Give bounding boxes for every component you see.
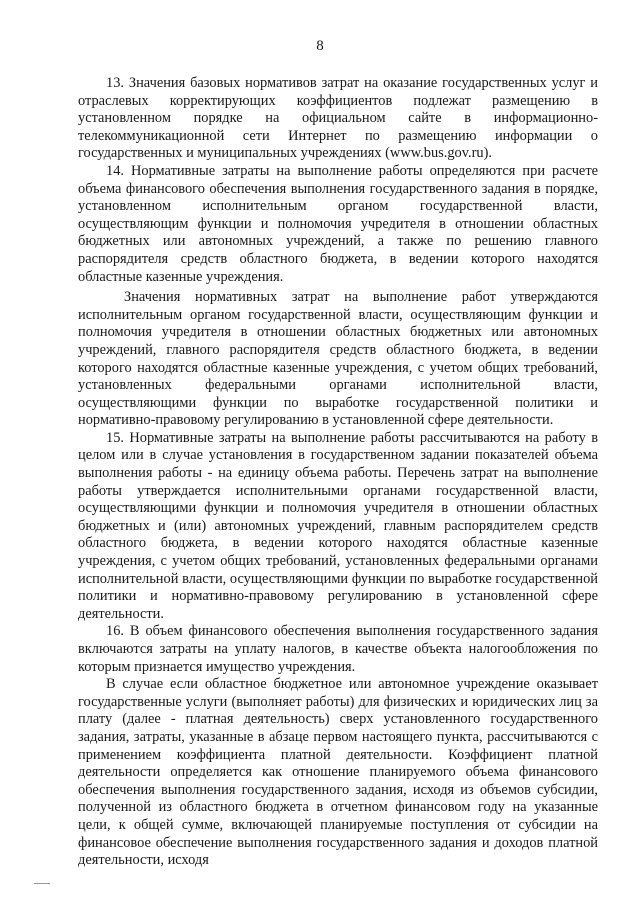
- paragraph-15: 15. Нормативные затраты на выполнение работы рассчитываются на работу в целом или в случае установления в государственном задании показателей объема выполнения работы - на единицу объема работы. Перечень затрат на выполнение работы утверждается исполнительными органами государственной власти, осуществляющими функции и полномочия учредителя в отношении областных бюджетных и (или) автономных учреждений, главным распорядителем средств областного бюджета, в ведении которого находятся областные казенные учреждения, с учетом общих требований, установленных федеральными органами исполнительной власти, осуществляющими функции по выработке государственной политики и нормативно-правовому регулированию в установленной сфере деятельности.: [78, 429, 598, 622]
- paragraph-13: 13. Значения базовых нормативов затрат на оказание государственных услуг и отраслевых корректирующих коэффициентов подлежат размещению в установленном порядке на официальном сайте в информационно-телекоммуникационной сети Интернет по размещению информации о государственных и муниципальных учреждениях (www.bus.gov.ru).: [78, 75, 598, 162]
- paragraph-16: 16. В объем финансового обеспечения выполнения государственного задания включаются затраты на уплату налогов, в качестве объекта налогообложения по которым признается имущество учреждения.: [78, 623, 598, 675]
- document-body: [78, 75, 598, 870]
- page-number: 8: [316, 38, 324, 54]
- paragraph-14: 14. Нормативные затраты на выполнение работы определяются при расчете объема финансового обеспечения выполнения государственного задания в порядке, установленном исполнительным органом государственной власти, осуществляющим функции и полномочия учредителя в отношении областных бюджетных или автономных учреждений, а также по решению главного распорядителя средств областного бюджета, в ведении которого находятся областные казенные учреждения.: [78, 162, 598, 285]
- paragraph-16-paid-activity: В случае если областное бюджетное или автономное учреждение оказывает государственные услуги (выполняет работы) для физических и юридических лиц за плату (далее - платная деятельность) сверх установленного государственного задания, затраты, указанные в абзаце первом настоящего пункта, рассчитываются с применением коэффициента платной деятельности. Коэффициент платной деятельности определяется как отношение планируемого объема финансового обеспечения выполнения государственного задания, исходя из объемов субсидии, полученной из областного бюджета в отчетном финансовом году на указанные цели, к общей сумме, включающей планируемые поступления от субсидии на финансовое обеспечение выполнения государственного задания и доходов платной деятельности, исходя: [78, 676, 598, 869]
- paragraph-14-values: Значения нормативных затрат на выполнение работ утверждаются исполнительным органом государственной власти, осуществляющим функции и полномочия учредителя в отношении областных бюджетных или автономных учреждений, главного распорядителя средств областного бюджета, в ведении которого находятся областные казенные учреждения, с учетом общих требований, установленных федеральными органами исполнительной власти, осуществляющими функции по выработке государственной политики и нормативно-правовому регулированию в установленной сфере деятельности.: [78, 289, 598, 429]
- scan-footer-mark: [34, 883, 50, 884]
